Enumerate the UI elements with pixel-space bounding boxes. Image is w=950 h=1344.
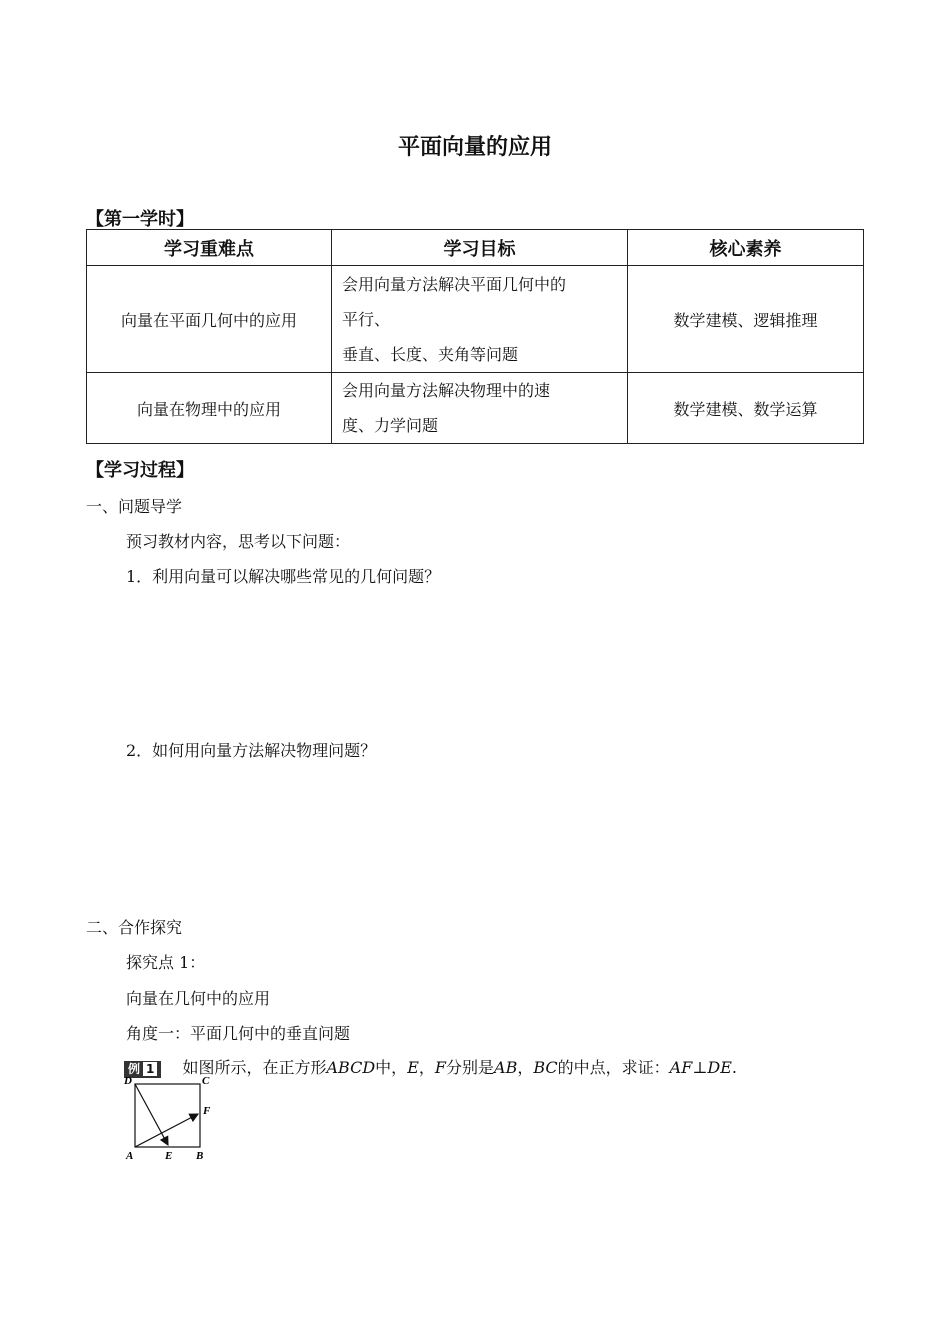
- goal-line: 垂直、长度、夹角等问题: [342, 344, 519, 364]
- header-literacy: 核心素养: [628, 230, 864, 266]
- square-figure: [118, 1070, 218, 1165]
- label-b: B: [196, 1150, 204, 1162]
- cell-focus: 向量在平面几何中的应用: [87, 266, 332, 373]
- section-process: 【学习过程】: [86, 460, 194, 481]
- label-a: A: [126, 1150, 134, 1162]
- label-e: E: [165, 1150, 173, 1162]
- header-goal: 学习目标: [332, 230, 628, 266]
- cell-focus: 向量在物理中的应用: [87, 373, 332, 444]
- question-1: 1．利用向量可以解决哪些常见的几何问题？: [126, 567, 441, 586]
- label-c: C: [202, 1075, 210, 1087]
- goal-line: 度、力学问题: [342, 416, 439, 435]
- table-row: [87, 373, 864, 444]
- part2-heading: 二、合作探究: [86, 918, 183, 937]
- vector-de: [135, 1084, 168, 1145]
- cell-goal: [332, 373, 628, 444]
- goal-line: 会用向量方法解决平面几何中的: [342, 274, 567, 294]
- square-outline: [135, 1084, 200, 1147]
- example-badge: 例 1: [124, 1061, 161, 1078]
- question-2: 2．如何用向量方法解决物理问题？: [126, 741, 377, 760]
- table-header-row: [87, 230, 864, 266]
- section-first-lesson: 【第一学时】: [86, 209, 194, 230]
- goal-line: 会用向量方法解决物理中的速: [342, 381, 551, 400]
- explore-topic: 向量在几何中的应用: [126, 989, 271, 1008]
- explore-angle: 角度一：平面几何中的垂直问题: [126, 1024, 351, 1043]
- label-f: F: [203, 1105, 211, 1117]
- table-row: [87, 266, 864, 373]
- label-d: D: [124, 1075, 132, 1087]
- page-title: 平面向量的应用: [397, 135, 552, 160]
- example-1: 例 1 如图所示，在正方形ABCD中，E，F分别是AB，BC的中点，求证：AF⊥DE.: [124, 1055, 737, 1078]
- goal-line: 平行、: [342, 309, 391, 329]
- cell-goal: [332, 266, 628, 373]
- cell-literacy: 数学建模、数学运算: [628, 373, 864, 444]
- part1-intro: 预习教材内容，思考以下问题：: [126, 532, 351, 551]
- part1-heading: 一、问题导学: [86, 497, 183, 516]
- header-focus: 学习重难点: [87, 230, 332, 266]
- goals-table: [86, 229, 864, 444]
- explore-point: 探究点 1：: [126, 953, 206, 972]
- cell-literacy: 数学建模、逻辑推理: [628, 266, 864, 373]
